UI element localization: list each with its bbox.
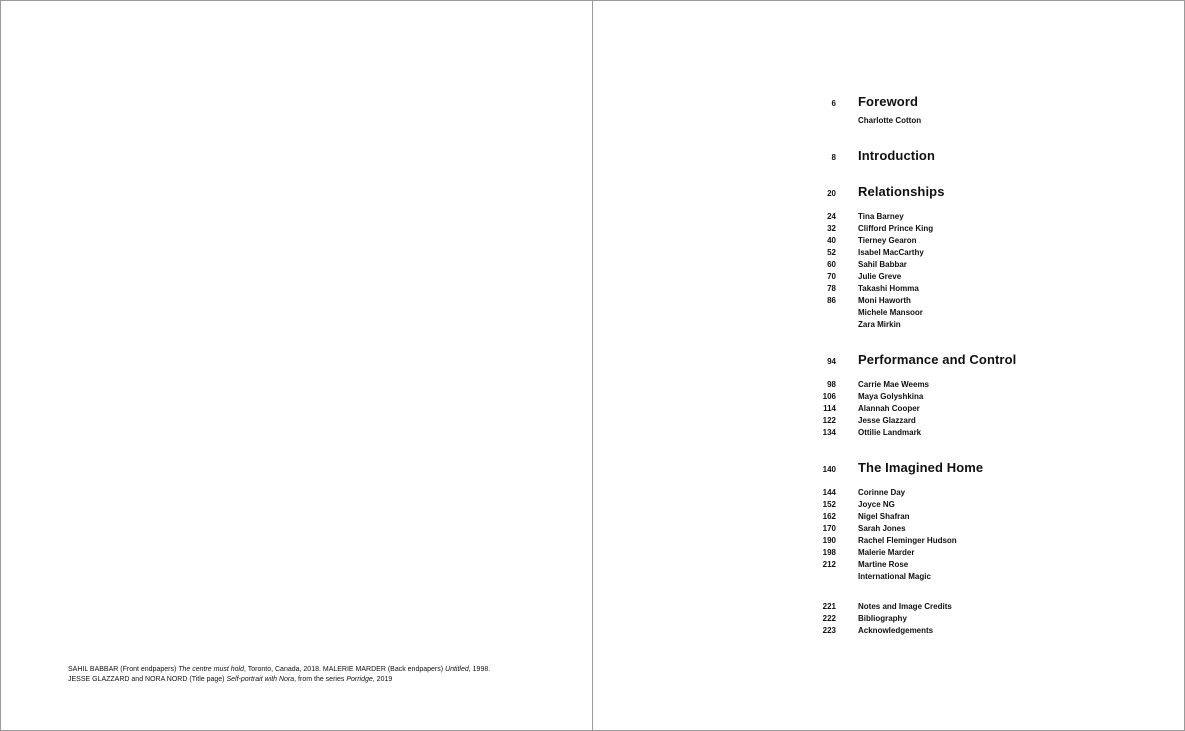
toc-item[interactable] — [593, 391, 1184, 403]
toc-section-foreword[interactable] — [593, 94, 1184, 109]
credit-text: , from the series — [294, 676, 347, 683]
credit-title: Untitled — [445, 666, 469, 673]
credit-text: JESSE GLAZZARD and NORA NORD (Title page) — [68, 676, 227, 683]
toc-item[interactable] — [593, 571, 1184, 583]
toc-item[interactable] — [593, 415, 1184, 427]
page-number: 190 — [822, 536, 836, 545]
image-credits — [68, 665, 568, 685]
toc-item[interactable] — [593, 319, 1184, 331]
toc-section-relationships[interactable] — [593, 184, 1184, 199]
page-number: 221 — [822, 602, 836, 611]
page-number: 20 — [827, 189, 836, 198]
toc-item[interactable] — [593, 403, 1184, 415]
back-matter-title: Acknowledgements — [858, 626, 934, 635]
page-number: 170 — [822, 524, 836, 533]
toc-item[interactable] — [593, 283, 1184, 295]
page-number: 106 — [822, 392, 836, 401]
toc-item[interactable] — [593, 307, 1184, 319]
artist-name: Clifford Prince King — [858, 224, 934, 233]
artist-name: Nigel Shafran — [858, 512, 910, 521]
back-matter-title: Bibliography — [858, 614, 907, 623]
credit-text: , 1998. — [468, 666, 491, 673]
artist-name: Takashi Homma — [858, 284, 919, 293]
toc-back-matter-notes[interactable] — [593, 601, 1184, 613]
toc-item[interactable] — [593, 223, 1184, 235]
artist-name: Joyce NG — [858, 500, 895, 509]
section-title: Relationships — [858, 184, 945, 199]
credit-text: , 2019 — [372, 676, 393, 683]
right-page — [592, 0, 1185, 731]
toc-section-performance[interactable] — [593, 352, 1184, 367]
artist-name: Sarah Jones — [858, 524, 906, 533]
toc-back-matter-bibliography[interactable] — [593, 613, 1184, 625]
toc-item[interactable] — [593, 271, 1184, 283]
page-number: 52 — [827, 248, 836, 257]
toc-item[interactable] — [593, 559, 1184, 571]
back-matter-title: Notes and Image Credits — [858, 602, 952, 611]
credit-text: SAHIL BABBAR (Front endpapers) — [68, 666, 179, 673]
artist-name: Tierney Gearon — [858, 236, 917, 245]
page-number: 198 — [822, 548, 836, 557]
toc-item[interactable] — [593, 259, 1184, 271]
page-number: 122 — [822, 416, 836, 425]
artist-name: Malerie Marder — [858, 548, 915, 557]
artist-name: Jesse Glazzard — [858, 416, 916, 425]
page-number: 114 — [823, 404, 836, 413]
toc-item[interactable] — [593, 247, 1184, 259]
artist-name: Michele Mansoor — [858, 308, 923, 317]
toc-back-matter-acknowledgements[interactable] — [593, 625, 1184, 637]
artist-name: Isabel MacCarthy — [858, 248, 924, 257]
page-number: 98 — [827, 380, 836, 389]
artist-name: Rachel Fleminger Hudson — [858, 536, 957, 545]
toc-section-imagined-home[interactable] — [593, 460, 1184, 475]
page-number: 24 — [827, 212, 836, 221]
page-number: 222 — [822, 614, 836, 623]
credit-title: The centre must hold — [178, 666, 244, 673]
page-number: 78 — [827, 284, 836, 293]
page-number: 162 — [822, 512, 836, 521]
toc-item[interactable] — [593, 523, 1184, 535]
toc-item[interactable] — [593, 511, 1184, 523]
table-of-contents — [593, 1, 1184, 730]
page-number: 60 — [827, 260, 836, 269]
artist-name: Tina Barney — [858, 212, 904, 221]
artist-name: Moni Haworth — [858, 296, 911, 305]
page-number: 6 — [831, 99, 836, 108]
artist-name: Alannah Cooper — [858, 404, 920, 413]
artist-name: Zara Mirkin — [858, 320, 901, 329]
toc-item[interactable] — [593, 499, 1184, 511]
credit-text: , Toronto, Canada, 2018. MALERIE MARDER (Back endpapers) — [244, 666, 446, 673]
page-number: 70 — [827, 272, 836, 281]
toc-item[interactable] — [593, 547, 1184, 559]
page-number: 152 — [822, 500, 836, 509]
section-title: Foreword — [858, 94, 919, 109]
toc-author-foreword — [593, 115, 1184, 127]
credit-title: Porridge — [346, 676, 373, 683]
credit-line-1 — [68, 665, 568, 675]
toc-item[interactable] — [593, 211, 1184, 223]
page-number: 94 — [827, 357, 836, 366]
artist-name: Corinne Day — [858, 488, 906, 497]
section-title: The Imagined Home — [858, 460, 984, 475]
toc-item[interactable] — [593, 535, 1184, 547]
page-number: 144 — [822, 488, 836, 497]
toc-section-introduction[interactable] — [593, 148, 1184, 163]
section-title: Introduction — [858, 148, 936, 163]
artist-name: Carrie Mae Weems — [858, 380, 929, 389]
page-number: 8 — [831, 153, 836, 162]
toc-item[interactable] — [593, 379, 1184, 391]
artist-name: Ottilie Landmark — [858, 428, 922, 437]
page-number: 86 — [827, 296, 836, 305]
section-title: Performance and Control — [858, 352, 1017, 367]
artist-name: Sahil Babbar — [858, 260, 907, 269]
toc-item[interactable] — [593, 427, 1184, 439]
page-number: 140 — [822, 465, 836, 474]
credit-title: Self-portrait with Nora — [226, 676, 295, 683]
credit-line-2 — [68, 675, 568, 685]
page-number: 32 — [827, 224, 836, 233]
page-number: 40 — [827, 236, 836, 245]
author-name: Charlotte Cotton — [858, 116, 922, 125]
artist-name: International Magic — [858, 572, 931, 581]
artist-name: Martine Rose — [858, 560, 909, 569]
page-number: 212 — [822, 560, 836, 569]
artist-name: Maya Golyshkina — [858, 392, 924, 401]
page-number: 223 — [822, 626, 836, 635]
page-number: 134 — [822, 428, 836, 437]
toc-item[interactable] — [593, 295, 1184, 307]
toc-item[interactable] — [593, 487, 1184, 499]
toc-item[interactable] — [593, 235, 1184, 247]
artist-name: Julie Greve — [858, 272, 902, 281]
